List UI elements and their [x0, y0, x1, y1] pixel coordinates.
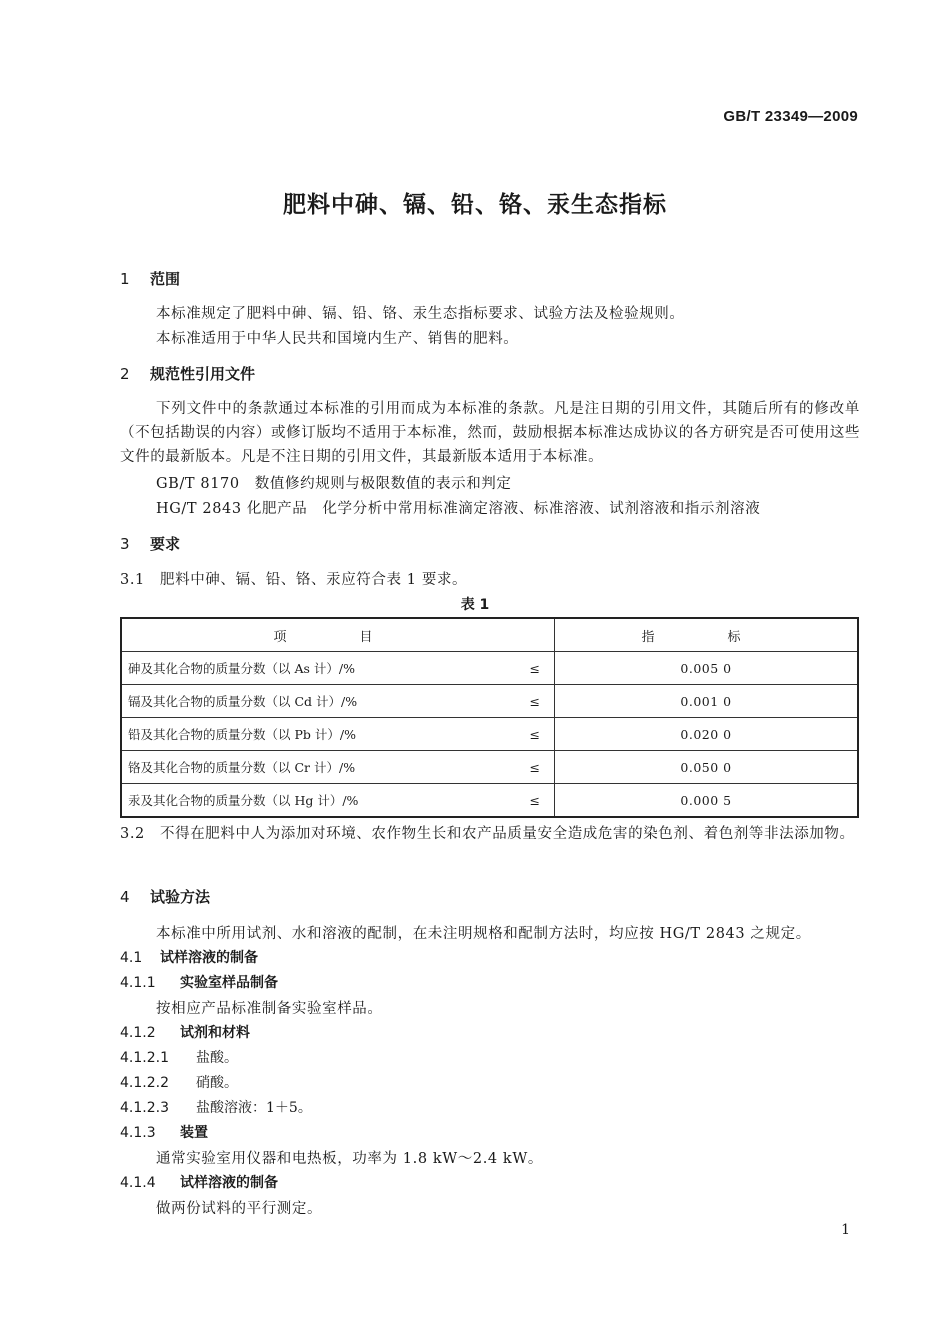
table-row	[121, 685, 858, 718]
section-title: 范围	[150, 270, 181, 288]
clause-3-2	[120, 822, 860, 846]
paragraph: 本标准适用于中华人民共和国境内生产、销售的肥料。	[156, 331, 519, 347]
clause-number: 4.1.3	[120, 1125, 156, 1141]
table-row	[121, 718, 858, 751]
clause-text: 盐酸。	[196, 1050, 238, 1066]
section-number: 2	[120, 365, 130, 383]
clause-text: 盐酸溶液：1＋5。	[196, 1100, 312, 1116]
paragraph: 本标准规定了肥料中砷、镉、铅、铬、汞生态指标要求、试验方法及检验规则。	[156, 306, 685, 322]
section-3-heading	[120, 533, 180, 554]
requirements-table	[120, 617, 859, 818]
table-header-row	[121, 618, 858, 652]
clause-4-1-heading	[120, 947, 258, 967]
clause-text: 肥料中砷、镉、铅、铬、汞应符合表 1 要求。	[160, 572, 468, 588]
item-label: 镉及其化合物的质量分数（以 Cd 计）/%	[128, 694, 358, 709]
clause-number: 4.1.2.1	[120, 1050, 169, 1066]
item-cell	[121, 685, 555, 718]
table-row	[121, 751, 858, 784]
section-title: 要求	[150, 535, 181, 553]
paragraph: 按相应产品标准制备实验室样品。	[156, 1001, 383, 1017]
comparison-operator: ≤	[529, 693, 540, 709]
clause-text: 硝酸。	[196, 1075, 238, 1091]
clause-4-1-2-3	[120, 1097, 312, 1117]
paragraph: 做两份试料的平行测定。	[156, 1201, 323, 1217]
item-label: 铅及其化合物的质量分数（以 Pb 计）/%	[128, 727, 356, 742]
item-cell	[121, 718, 555, 751]
item-label: 铬及其化合物的质量分数（以 Cr 计）/%	[128, 760, 356, 775]
section-number: 4	[120, 888, 130, 906]
standard-number: GB/T 23349—2009	[723, 108, 858, 125]
table-row	[121, 784, 858, 818]
clause-title: 实验室样品制备	[180, 975, 278, 991]
clause-number: 4.1	[120, 950, 143, 966]
index-value: 0.000 5	[555, 784, 859, 818]
index-value: 0.001 0	[555, 685, 859, 718]
clause-title: 试样溶液的制备	[160, 950, 258, 966]
item-cell	[121, 751, 555, 784]
clause-4-1-2-1	[120, 1047, 238, 1067]
comparison-operator: ≤	[529, 660, 540, 676]
item-label: 砷及其化合物的质量分数（以 As 计）/%	[128, 661, 355, 676]
normative-reference: HG/T 2843 化肥产品 化学分析中常用标准滴定溶液、标准溶液、试剂溶液和指示剂溶液	[156, 501, 761, 517]
clause-number: 4.1.2	[120, 1025, 156, 1041]
item-label: 汞及其化合物的质量分数（以 Hg 计）/%	[128, 793, 359, 808]
section-number: 1	[120, 270, 130, 288]
comparison-operator: ≤	[529, 792, 540, 808]
normative-reference: GB/T 8170 数值修约规则与极限数值的表示和判定	[156, 476, 512, 492]
item-cell	[121, 652, 555, 685]
clause-title: 试样溶液的制备	[180, 1175, 278, 1191]
clause-number: 4.1.4	[120, 1175, 156, 1191]
section-title: 试验方法	[150, 888, 211, 906]
document-title: 肥料中砷、镉、铅、铬、汞生态指标	[283, 192, 667, 218]
section-4-heading	[120, 886, 210, 907]
clause-number: 4.1.2.2	[120, 1075, 169, 1091]
comparison-operator: ≤	[529, 726, 540, 742]
clause-4-1-2-2	[120, 1072, 238, 1092]
index-value: 0.020 0	[555, 718, 859, 751]
paragraph: 下列文件中的条款通过本标准的引用而成为本标准的条款。凡是注日期的引用文件，其随后所有的修改单（不包括勘误的内容）或修订版均不适用于本标准，然而，鼓励根据本标准达成协议的各方研究是否可使用这些文件的最新版本。凡是不注日期的引用文件，其最新版本适用于本标准。	[120, 401, 860, 465]
section-title: 规范性引用文件	[150, 365, 256, 383]
clause-4-1-3-heading	[120, 1122, 208, 1142]
table-row	[121, 652, 858, 685]
index-value: 0.005 0	[555, 652, 859, 685]
item-cell	[121, 784, 555, 818]
clause-number: 4.1.2.3	[120, 1100, 169, 1116]
clause-title: 装置	[180, 1125, 208, 1141]
comparison-operator: ≤	[529, 759, 540, 775]
clause-number: 4.1.1	[120, 975, 156, 991]
index-value: 0.050 0	[555, 751, 859, 784]
section-2-heading	[120, 363, 255, 384]
clause-number: 3.1	[120, 572, 145, 588]
clause-3-1	[120, 568, 467, 589]
clause-text: 不得在肥料中人为添加对环境、农作物生长和农产品质量安全造成危害的染色剂、着色剂等非法添加物。	[160, 826, 855, 842]
page-number: 1	[841, 1222, 850, 1238]
table-caption: 表 1	[460, 597, 490, 613]
column-header-index: 指 标	[555, 618, 859, 652]
clause-4-1-4-heading	[120, 1172, 278, 1192]
paragraph: 本标准中所用试剂、水和溶液的配制，在未注明规格和配制方法时，均应按 HG/T 2843 之规定。	[156, 926, 811, 942]
column-header-item: 项 目	[121, 618, 555, 652]
section-1-heading	[120, 268, 180, 289]
clause-4-1-1-heading	[120, 972, 278, 992]
clause-number: 3.2	[120, 826, 145, 842]
paragraph: 通常实验室用仪器和电热板，功率为 1.8 kW～2.4 kW。	[156, 1151, 543, 1167]
section-number: 3	[120, 535, 130, 553]
clause-4-1-2-heading	[120, 1022, 250, 1042]
clause-title: 试剂和材料	[180, 1025, 250, 1041]
